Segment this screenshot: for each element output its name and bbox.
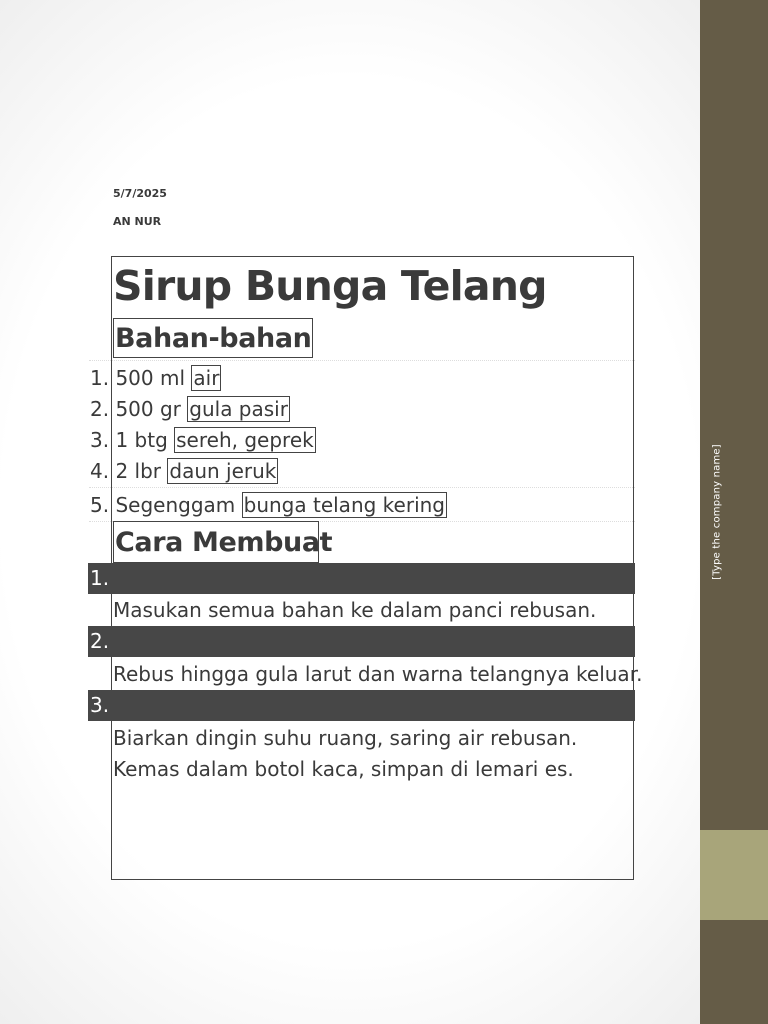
document-author[interactable]: AN NUR	[113, 215, 162, 228]
ingredient-qty: Segenggam	[115, 493, 236, 517]
list-number: 3.	[90, 428, 110, 452]
page-title[interactable]: Sirup Bunga Telang	[113, 262, 547, 310]
step-text[interactable]: Rebus hingga gula larut dan warna telangnya keluar.	[113, 662, 643, 686]
list-item[interactable]	[90, 425, 316, 455]
list-number: 2.	[90, 397, 110, 421]
step-number-bar[interactable]: 3.	[88, 690, 635, 721]
ingredient-name[interactable]: daun jeruk	[169, 459, 277, 483]
list-item[interactable]	[90, 456, 278, 486]
ingredient-qty: 500 gr	[115, 397, 181, 421]
list-number: 5.	[90, 493, 110, 517]
company-name-placeholder[interactable]: [Type the company name]	[711, 444, 723, 580]
list-number: 4.	[90, 459, 110, 483]
ingredient-name[interactable]: gula pasir	[189, 397, 288, 421]
ingredient-name[interactable]: air	[193, 366, 220, 390]
sidebar-accent-block	[700, 830, 768, 920]
ingredients-heading[interactable]: Bahan-bahan	[113, 318, 313, 358]
step-number-bar[interactable]: 2.	[88, 626, 635, 657]
list-item[interactable]	[90, 490, 447, 520]
ingredient-name[interactable]: sereh, geprek	[176, 428, 314, 452]
ingredient-qty: 1 btg	[115, 428, 168, 452]
steps-heading[interactable]: Cara Membuat	[113, 521, 319, 563]
step-number-bar[interactable]: 1.	[88, 563, 635, 594]
step-text[interactable]: Biarkan dingin suhu ruang, saring air rebusan. Kemas dalam botol kaca, simpan di lemari es.	[113, 726, 578, 781]
list-item[interactable]	[90, 363, 221, 393]
ingredient-name[interactable]: bunga telang kering	[243, 493, 445, 517]
step-text[interactable]: Masukan semua bahan ke dalam panci rebusan.	[113, 598, 597, 622]
ingredient-qty: 2 lbr	[115, 459, 162, 483]
list-number: 1.	[90, 366, 110, 390]
ingredient-qty: 500 ml	[115, 366, 186, 390]
document-date[interactable]: 5/7/2025	[113, 187, 167, 200]
list-item[interactable]	[90, 394, 290, 424]
list-divider	[89, 487, 635, 488]
